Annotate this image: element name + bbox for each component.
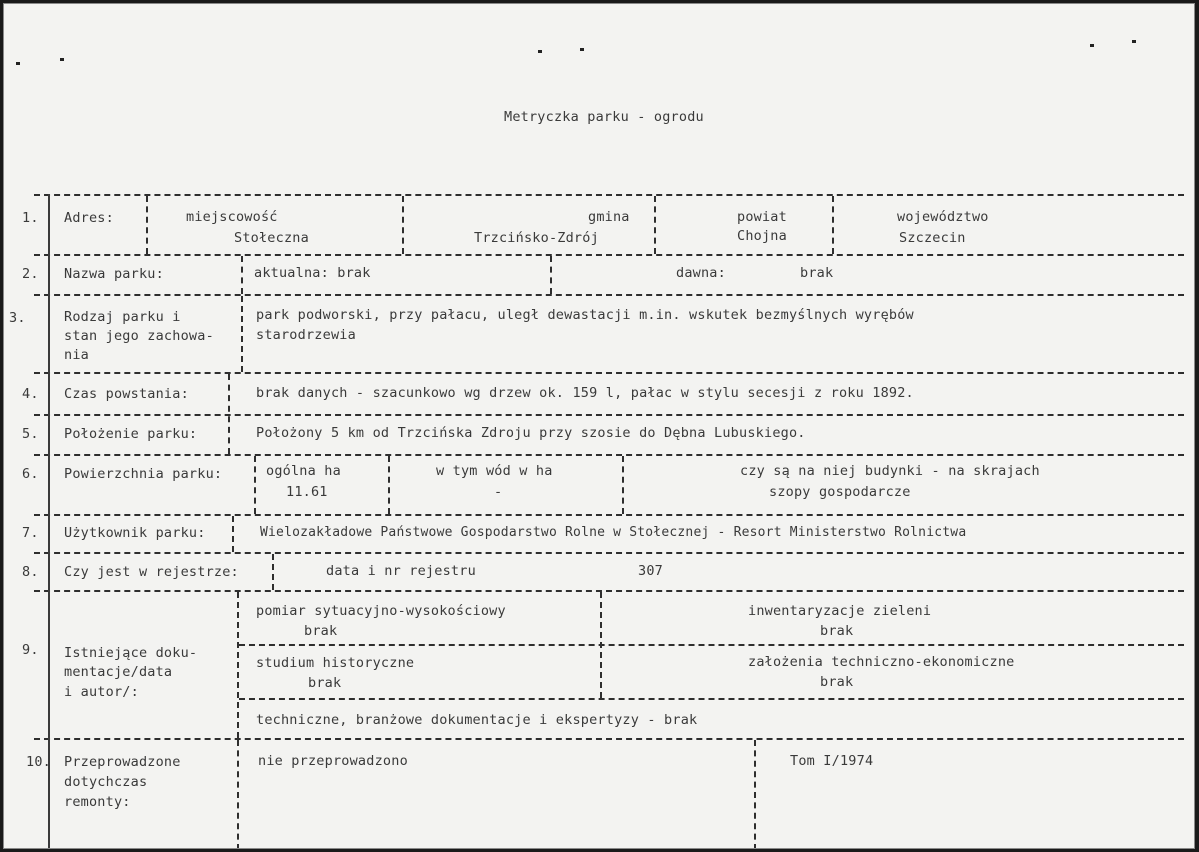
creation-label: Czas powstania: xyxy=(64,386,189,402)
register-field-label: data i nr rejestru xyxy=(326,563,476,579)
park-type-label-1: Rodzaj parku i xyxy=(64,309,181,325)
park-name-label: Nazwa parku: xyxy=(64,266,164,282)
greenery-label: inwentaryzacje zieleni xyxy=(748,603,932,619)
record-card xyxy=(3,3,1195,849)
rule-row3 xyxy=(34,294,1184,296)
divider xyxy=(241,256,243,294)
rule-row9-bottom-inner xyxy=(239,698,1184,700)
park-type-value-1: park podworski, przy pałacu, uległ dewastacji m.in. wskutek bezmyślnych wyrębów xyxy=(256,307,914,323)
creation-value: brak danych - szacunkowo wg drzew ok. 159 l, pałac w stylu secesji z roku 1892. xyxy=(256,385,914,401)
water-area-label: w tym wód w ha xyxy=(436,463,553,479)
speck-mark xyxy=(538,50,542,53)
park-type-value-2: starodrzewia xyxy=(256,327,356,343)
divider xyxy=(237,740,239,849)
divider xyxy=(550,256,552,294)
speck-mark xyxy=(60,58,64,61)
row-number: 9. xyxy=(22,642,39,658)
repairs-label-3: remonty: xyxy=(64,794,131,810)
buildings-line-1: czy są na niej budynki - na skrajach xyxy=(740,463,1040,479)
rule-row10 xyxy=(34,738,1184,740)
location-value: Położony 5 km od Trzcińska Zdroju przy szosie do Dębna Lubuskiego. xyxy=(256,425,806,441)
area-total-value: 11.61 xyxy=(286,484,328,500)
number-column-rule xyxy=(48,194,50,849)
divider xyxy=(388,456,390,514)
repairs-label-2: dotychczas xyxy=(64,774,148,790)
gmina-value: Trzcińsko-Zdrój xyxy=(474,230,599,246)
register-label: Czy jest w rejestrze: xyxy=(64,564,239,580)
speck-mark xyxy=(1132,40,1136,43)
row-number: 6. xyxy=(22,466,39,482)
docs-label-1: Istniejące doku- xyxy=(64,645,198,661)
divider xyxy=(402,196,404,254)
area-total-label: ogólna ha xyxy=(266,463,341,479)
divider xyxy=(228,374,230,454)
powiat-label: powiat xyxy=(737,209,787,225)
park-type-label-3: nia xyxy=(64,347,89,363)
park-name-current: aktualna: brak xyxy=(254,265,371,281)
register-number: 307 xyxy=(638,563,663,579)
divider xyxy=(232,516,234,552)
row-number: 1. xyxy=(22,210,39,226)
rule-row8 xyxy=(34,552,1184,554)
user-value: Wielozakładowe Państwowe Gospodarstwo Rolne w Stołecznej - Resort Ministerstwo Rolnictwa xyxy=(260,525,967,540)
history-study-label: studium historyczne xyxy=(256,655,415,671)
speck-mark xyxy=(1090,44,1094,47)
wojewodztwo-label: województwo xyxy=(897,209,989,225)
divider xyxy=(254,456,256,514)
divider xyxy=(622,456,624,514)
docs-label-2: mentacje/data xyxy=(64,664,173,680)
rule-row9-mid xyxy=(239,644,1184,646)
row-number: 2. xyxy=(22,266,39,282)
row-number: 7. xyxy=(22,525,39,541)
row-number: 10. xyxy=(26,754,51,770)
row-number: 8. xyxy=(22,564,39,580)
park-name-former-value: brak xyxy=(800,265,834,281)
technical-docs: techniczne, branżowe dokumentacje i ekspertyzy - brak xyxy=(256,712,698,728)
survey-value: brak xyxy=(304,623,338,639)
divider xyxy=(237,592,239,738)
rule-top xyxy=(34,194,1184,196)
divider xyxy=(600,592,602,698)
repairs-label-1: Przeprowadzone xyxy=(64,754,181,770)
history-study-value: brak xyxy=(308,675,342,691)
tech-econ-value: brak xyxy=(820,674,854,690)
address-label: Adres: xyxy=(64,210,114,226)
area-label: Powierzchnia parku: xyxy=(64,466,223,482)
row-number: 3. xyxy=(9,310,26,326)
speck-mark xyxy=(16,62,20,65)
volume-reference: Tom I/1974 xyxy=(790,753,874,769)
divider xyxy=(146,196,148,254)
survey-label: pomiar sytuacyjno-wysokościowy xyxy=(256,603,506,619)
rule-row4 xyxy=(34,372,1184,374)
docs-label-3: i autor/: xyxy=(64,684,139,700)
divider xyxy=(241,296,243,372)
repairs-value: nie przeprowadzono xyxy=(258,753,408,769)
user-label: Użytkownik parku: xyxy=(64,525,206,541)
location-label: Położenie parku: xyxy=(64,426,198,442)
water-area-value: - xyxy=(494,484,503,500)
greenery-value: brak xyxy=(820,623,854,639)
gmina-label: gmina xyxy=(588,209,630,225)
miejscowosc-label: miejscowość xyxy=(186,209,278,225)
park-type-label-2: stan jego zachowa- xyxy=(64,328,214,344)
divider xyxy=(654,196,656,254)
buildings-line-2: szopy gospodarcze xyxy=(769,484,911,500)
speck-mark xyxy=(580,48,584,51)
park-name-former-label: dawna: xyxy=(676,265,726,281)
rule-row5 xyxy=(34,414,1184,416)
miejscowosc-value: Stołeczna xyxy=(234,230,309,246)
card-title: Metryczka parku - ogrodu xyxy=(504,109,704,125)
powiat-value: Chojna xyxy=(737,228,787,244)
rule-row9 xyxy=(34,590,1184,592)
rule-row2 xyxy=(34,254,1184,256)
divider xyxy=(754,740,756,849)
divider xyxy=(832,196,834,254)
row-number: 5. xyxy=(22,426,39,442)
tech-econ-label: założenia techniczno-ekonomiczne xyxy=(748,654,1015,670)
row-number: 4. xyxy=(22,386,39,402)
divider xyxy=(272,554,274,590)
wojewodztwo-value: Szczecin xyxy=(899,230,966,246)
rule-row7 xyxy=(34,514,1184,516)
rule-row6 xyxy=(34,454,1184,456)
